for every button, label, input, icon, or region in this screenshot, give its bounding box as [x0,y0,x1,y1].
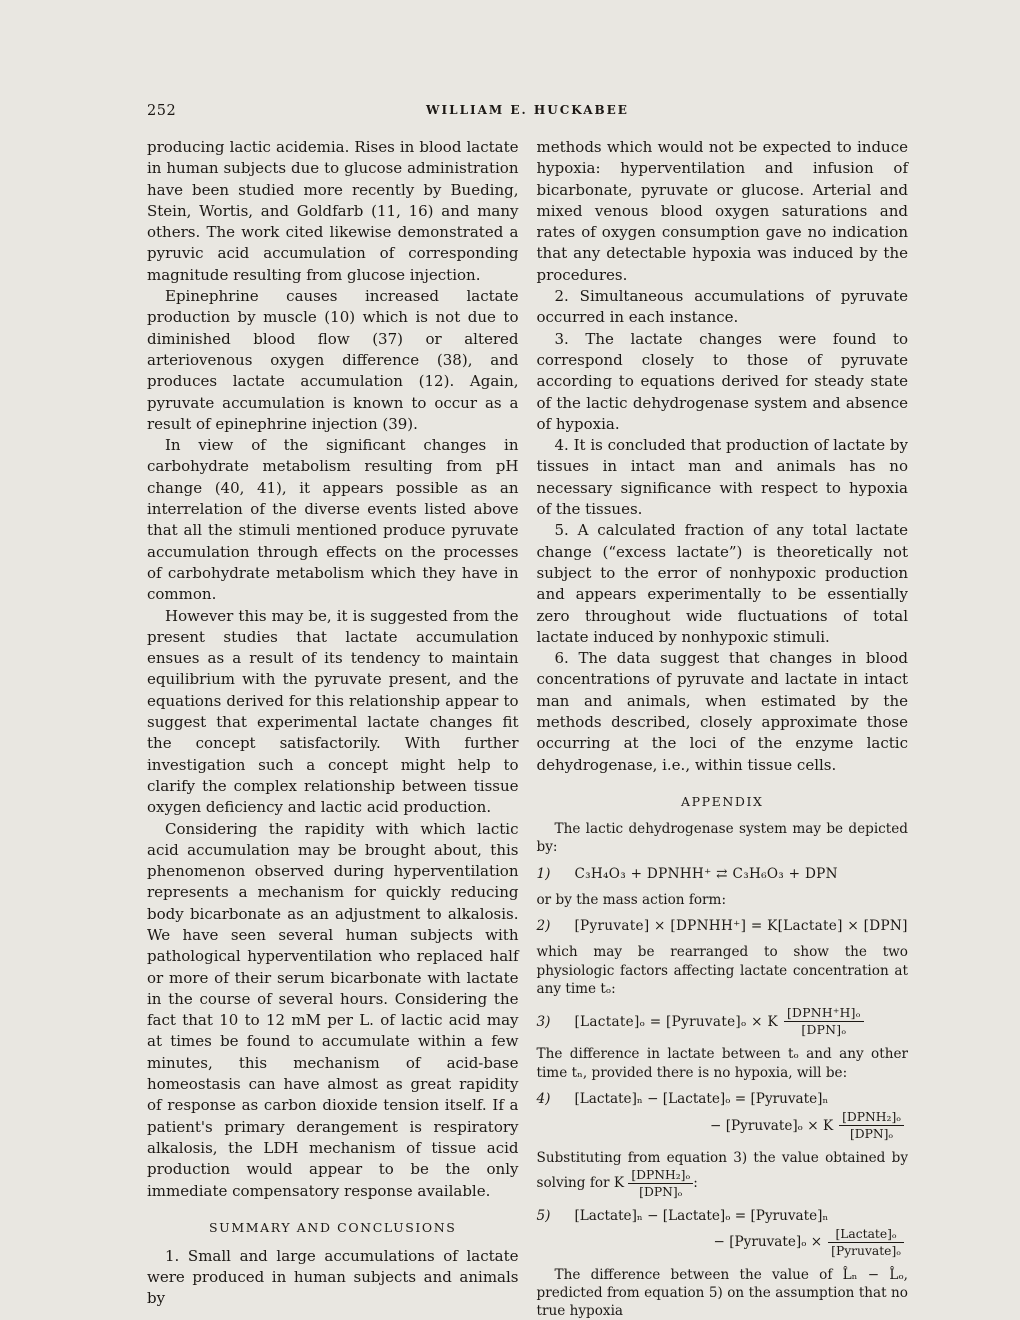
equation-line [537,1090,909,1108]
paragraph: However this may be, it is suggested from the present studies that lactate accumulation ensues as a result of its tendency to maintain equilibrium with the pyruvate present, and the equations derived for this relationship appear to suggest that experimental lactate changes fit the concept satisfactorily. With further investigation such a concept might help to clarify the complex relationship between tissue oxygen deficiency and lactic acid production. [147,606,519,817]
equation-number: 4) [536,1091,551,1108]
equation-4 [537,1090,909,1141]
fraction [839,1110,904,1141]
conclusion-item: 5. A calculated fraction of any total lactate change (“excess lactate”) is theoretically not subject to the error of nonhypoxic production and appears experimentally to be essentially zero throughout wide fluctuations of total lactate induced by nonhypoxic stimuli. [536,521,908,646]
equation-body: − [Pyruvate]ₒ × K [709,1117,834,1134]
fraction [784,1006,864,1037]
conclusion-item: 3. The lactate changes were found to correspond closely to those of pyruvate according to equations derived for steady state of the lactic dehydrogenase system and absence of hypoxia. [536,329,908,433]
equation-body: [Lactate]ₙ − [Lactate]ₒ = [Pyruvate]ₙ [574,1207,829,1224]
fraction-denominator: [Pyruvate]ₒ [831,1243,901,1258]
equation-body [574,1006,863,1037]
appendix-intro: The lactic dehydrogenase system may be depicted by: [536,820,908,856]
appendix-closing: The difference between the value of L̂ₙ − L̂ₒ, predicted from equation 5) on the assumption that no true hypoxia [536,1266,908,1320]
paragraph-continuation: producing lactic acidemia. Rises in blood lactate in human subjects due to glucose administration have been studied more recently by Bueding, Stein, Wortis, and Goldfarb (11, 16) and many others. The work cited likewise demonstrated a pyruvic acid accumulation of corresponding magnitude resulting from glucose injection. [147,138,519,284]
equation-1 [537,865,909,883]
substituting-text: Substituting from equation 3) the value obtained by solving for K [536,1150,908,1191]
equation-line [537,1110,909,1141]
equation-body: [Lactate]ₙ − [Lactate]ₒ = [Pyruvate]ₙ [574,1091,829,1108]
substituting-colon: : [693,1174,698,1191]
equation-3 [537,1006,909,1037]
running-head: WILLIAM E. HUCKABEE [426,103,629,117]
fraction-numerator: [DPNH₂]ₒ [628,1168,693,1184]
conclusion-item: 6. The data suggest that changes in blood concentrations of pyruvate and lactate in intact man and animals, when estimated by the methods described, closely approximate those occurring at the loci of the enzyme lactic dehydrogenase, i.e., within tissue cells. [536,649,908,774]
equation-number: 3) [536,1013,551,1030]
left-column [147,137,519,1320]
page-header [147,103,908,123]
equation-2 [537,917,909,935]
fraction [828,1227,904,1258]
substituting-note [537,1149,909,1198]
paragraph: Considering the rapidity with which lactic acid accumulation may be brought about, this phenomenon observed during hyperventilation represents a mechanism for quickly reducing body bicarbonate as an adjustment to alkalosis. We have seen several human subjects with pathological hyperventilation who replaced half or more of their serum bicarbonate with lactate in the course of several hours. Considering the fact that 10 to 12 mM per L. of lactic acid may at times be found to accumulate within a few minutes, this mechanism of acid-base homeostasis can have almost as great rapidity of response as carbon dioxide tension itself. If a patient's primary derangement is respiratory alkalosis, the LDH mechanism of tissue acid production would appear to be the only immediate compensatory response available. [147,819,519,1200]
summary-heading: SUMMARY AND CONCLUSIONS [209,1219,457,1235]
fraction-denominator: [DPN]ₒ [801,1023,847,1038]
fraction-denominator: [DPN]ₒ [639,1184,683,1199]
difference-note: The difference in lactate between tₒ and any other time tₙ, provided there is no hypoxia, will be: [536,1046,908,1081]
equation-number: 1) [536,865,551,882]
two-column-body [147,137,908,1320]
paragraph: Epinephrine causes increased lactate production by muscle (10) which is not due to diminished blood flow (37) or altered arteriovenous oxygen difference (38), and produces lactate accumulation (12). Again, pyruvate accumulation is known to occur as a result of epinephrine injection (39). [147,287,519,433]
equation-line [537,1227,909,1258]
equation-line [537,1207,909,1225]
equation-body: − [Pyruvate]ₒ × [713,1234,823,1251]
conclusion-item: 2. Simultaneous accumulations of pyruvate occurred in each instance. [536,287,908,327]
paragraph: In view of the significant changes in carbohydrate metabolism resulting from pH change (40, 41), it appears possible as an interrelation of the diverse events listed above that all the stimuli mentioned produce pyruvate accumulation through effects on the processes of carbohydrate metabolism which they have in common. [147,436,519,604]
fraction [628,1168,693,1199]
equation-5 [537,1207,909,1258]
fraction-numerator: [DPNH⁺H]ₒ [784,1006,864,1022]
equation-body: C₃H₄O₃ + DPNHH⁺ ⇄ C₃H₆O₃ + DPN [574,865,838,882]
right-column [537,137,909,1320]
conclusion-item: 4. It is concluded that production of lactate by tissues in intact man and animals has no necessary significance with respect to hypoxia of the tissues. [536,436,908,519]
fraction-numerator: [DPNH₂]ₒ [839,1110,904,1126]
equation-number: 2) [536,918,551,935]
summary-paragraph: 1. Small and large accumulations of lactate were produced in human subjects and animals by [147,1246,519,1308]
equation-body: [Pyruvate] × [DPNHH⁺] = K[Lactate] × [DPN] [574,918,908,935]
equation-lhs: [Lactate]ₒ = [Pyruvate]ₒ × K [574,1013,778,1030]
paragraph-continuation: methods which would not be expected to induce hypoxia: hyperventilation and infusion of bicarbonate, pyruvate or glucose. Arterial and mixed venous blood oxygen saturations and rates of oxygen consumption gave no indication that any detectable hypoxia was induced by the procedures. [536,138,908,284]
appendix-heading: APPENDIX [680,793,764,809]
fraction-denominator: [DPN]ₒ [849,1127,894,1142]
rearranged-note: which may be rearranged to show the two physiologic factors affecting lactate concentration at any time tₒ: [536,944,908,997]
mass-action-note: or by the mass action form: [536,891,727,908]
fraction-numerator: [Lactate]ₒ [828,1227,904,1243]
page-number: 252 [147,103,177,119]
equation-number: 5) [536,1207,551,1224]
